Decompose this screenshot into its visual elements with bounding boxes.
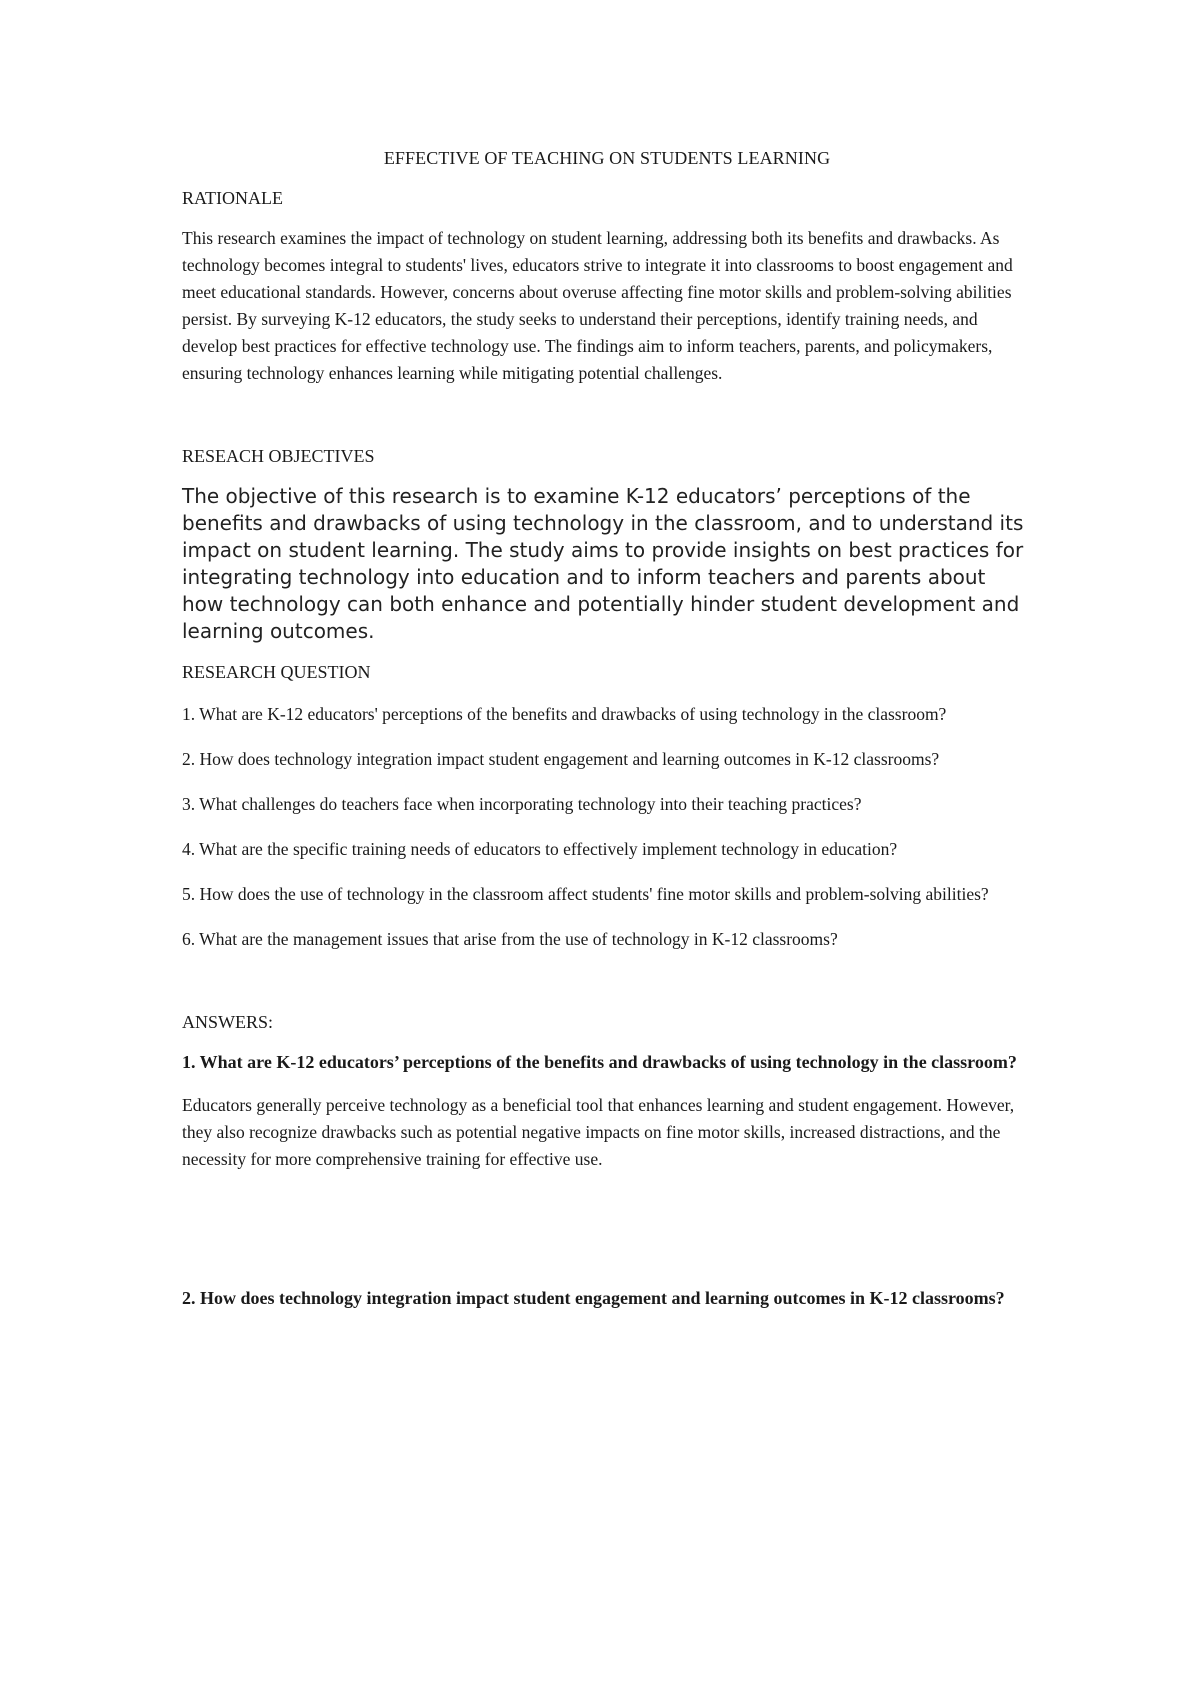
question-item: 5. How does the use of technology in the classroom affect students' fine motor skills and problem-solving abilities? — [182, 884, 989, 904]
document-content — [182, 147, 1032, 1312]
question-item: 1. What are K-12 educators' perceptions of the benefits and drawbacks of using technology in the classroom? — [182, 704, 947, 724]
rationale-paragraph: This research examines the impact of technology on student learning, addressing both its benefits and drawbacks. As technology becomes integral to students' lives, educators strive to integrate it into classrooms to boost engagement and meet educational standards. However, concerns about overuse affecting fine motor skills and problem-solving abilities persist. By surveying K-12 educators, the study seeks to understand their perceptions, identify training needs, and develop best practices for effective technology use. The findings aim to inform teachers, parents, and policymakers, ensuring technology enhances learning while mitigating potential challenges. — [182, 228, 1013, 383]
question-item: 4. What are the specific training needs of educators to effectively implement technology in education? — [182, 839, 898, 859]
objectives-heading: RESEACH OBJECTIVES — [182, 446, 375, 466]
questions-heading: RESEARCH QUESTION — [182, 662, 371, 682]
answer-question-1: 1. What are K-12 educators’ perceptions of the benefits and drawbacks of using technology in the classroom? — [182, 1052, 1017, 1072]
rationale-heading: RATIONALE — [182, 188, 283, 208]
answer-1-paragraph: Educators generally perceive technology as a beneficial tool that enhances learning and student engagement. However, they also recognize drawbacks such as potential negative impacts on fine motor skills, increased distractions, and the necessity for more comprehensive training for effective use. — [182, 1095, 1015, 1169]
objectives-paragraph: The objective of this research is to examine K-12 educators’ perceptions of the benefits and drawbacks of using technology in the classroom, and to understand its impact on student learning. The study aims to provide insights on best practices for integrating technology into education and to inform teachers and parents about how technology can both enhance and potentially hinder student development and learning outcomes. — [182, 484, 1024, 643]
question-item: 3. What challenges do teachers face when incorporating technology into their teaching practices? — [182, 794, 862, 814]
answers-heading: ANSWERS: — [182, 1012, 274, 1032]
questions-list — [182, 701, 1032, 953]
question-item: 2. How does technology integration impact student engagement and learning outcomes in K-12 classrooms? — [182, 749, 940, 769]
document-title: EFFECTIVE OF TEACHING ON STUDENTS LEARNING — [383, 148, 831, 168]
question-item: 6. What are the management issues that arise from the use of technology in K-12 classrooms? — [182, 929, 838, 949]
answer-question-2: 2. How does technology integration impact student engagement and learning outcomes in K-12 classrooms? — [182, 1288, 1005, 1308]
